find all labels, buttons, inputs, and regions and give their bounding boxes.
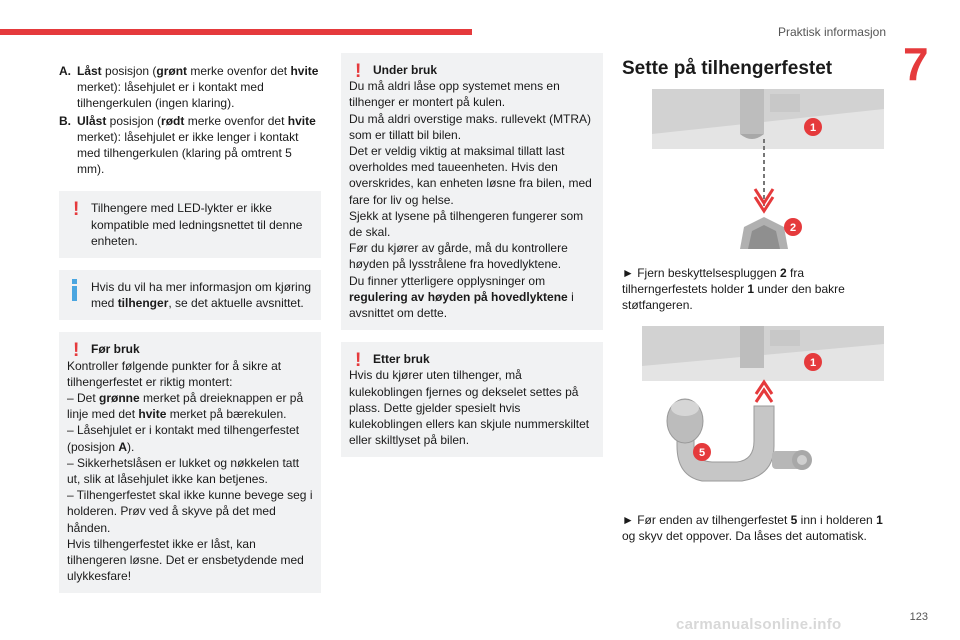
box-line: Før du kjører av gårde, må du kontrollere høyden på lysstrålene fra hovedlyktene. [349, 241, 568, 272]
info-icon [72, 279, 78, 301]
definition-letter: A. [59, 64, 71, 78]
box-line: Kontroller følgende punkter for å sikre at tilhengerfestet er riktig montert: [67, 358, 282, 389]
warning-icon: ! [355, 61, 362, 82]
page-number: 123 [909, 611, 928, 623]
warning-text: Tilhengere med LED-lykter er ikke kompatible med ledningsnettet til denne enheten. [91, 201, 303, 248]
box-title: Etter bruk [373, 352, 430, 367]
column-1 [59, 63, 321, 605]
figure-insert-towbar [622, 326, 884, 496]
callout-label: 2 [789, 222, 797, 234]
box-body [349, 78, 595, 321]
warning-icon: ! [73, 199, 80, 221]
top-accent-bar [0, 29, 472, 35]
callout-label: 1 [809, 122, 817, 134]
towbar-plug-illustration [622, 89, 884, 249]
box-line: Du må aldri overstige maks. rullevekt (MTRA) som er tillatt bil bilen. [349, 111, 592, 142]
info-text: Hvis du vil ha mer informasjon om kjøring med tilhenger, se det aktuelle avsnittet. [91, 280, 312, 311]
section-title: Sette på tilhengerfestet [622, 58, 833, 79]
warning-box-after-use [341, 342, 603, 457]
warning-icon: ! [355, 350, 362, 372]
watermark: carmanualsonline.info [676, 616, 842, 633]
callout-label: 1 [809, 356, 817, 369]
box-body [349, 367, 595, 448]
chapter-number: 7 [903, 38, 929, 90]
box-title: Før bruk [91, 342, 140, 357]
box-line: – Tilhengerfestet skal ikke kunne bevege seg i holderen. Prøv ved å skyve på det med hånden. [67, 488, 313, 535]
box-line: Hvis tilhengerfestet ikke er låst, kan tilhengeren løsne. Det er ensbetydende med ulykkesfare! [67, 536, 304, 584]
box-line: Du må aldri låse opp systemet mens en tilhenger er montert på kulen. [349, 79, 560, 110]
definition-text: Låst posisjon (grønt merke ovenfor det hvite merket): låsehjulet er i kontakt med tilhengerkulen (ingen klaring). [77, 64, 319, 111]
figure-remove-plug [622, 89, 884, 249]
box-body [67, 358, 313, 585]
box-title: Under bruk [373, 63, 438, 77]
box-line: – Det grønne merket på dreieknappen er på linje med det hvite merket på bærekulen. [67, 391, 304, 422]
warning-icon: ! [73, 340, 80, 362]
section-header: Praktisk informasjon [777, 25, 886, 39]
box-line: Sjekk at lysene på tilhengeren fungerer som de skal. [349, 208, 584, 240]
towbar-insert-illustration [622, 326, 884, 496]
definition-a [59, 63, 321, 112]
column-3 [622, 53, 884, 556]
box-line: – Låsehjulet er i kontakt med tilhengerfestet (posisjon A). [67, 423, 300, 454]
warning-box-led [59, 191, 321, 258]
definition-text: Ulåst posisjon (rødt merke ovenfor det hvite merket): låsehjulet er ikke lenger i kontakt med tilhengerkulen (klaring på omtrent 5 mm). [77, 113, 316, 177]
step-2-text: ► Før enden av tilhengerfestet 5 inn i holderen 1 og skyv det oppover. Da låses det automatisk. [622, 512, 883, 543]
definition-letter: B. [59, 113, 71, 128]
box-line: Det er veldig viktig at maksimal tillatt last overholdes med taueenheten. Hvis den overskrides, kan enheten løsne fra bilen, med fare for liv og helse. [349, 144, 592, 207]
box-line: Du finner ytterligere opplysninger om regulering av høyden på hovedlyktene i avsnittet om dette. [349, 273, 574, 321]
warning-box-during-use [341, 53, 603, 330]
box-line: – Sikkerhetslåsen er lukket og nøkkelen tatt ut, slik at låsehjulet ikke kan betjenes. [67, 455, 300, 487]
callout-label: 5 [698, 446, 706, 459]
warning-box-before-use [59, 332, 321, 593]
definition-b [59, 113, 321, 178]
info-box [59, 270, 321, 320]
box-line: Hvis du kjører uten tilhenger, må kulekoblingen fjernes og dekselet settes på plass. Dette gjelder spesielt hvis kulekoblingen ellers kan skjule nummerskiltet eller skiltlyset på bilen. [349, 368, 590, 448]
column-2 [341, 53, 603, 469]
step-1-text: ► Fjern beskyttelsespluggen 2 fra tilherngerfestets holder 1 under den bakre støtfangeren. [622, 266, 845, 313]
